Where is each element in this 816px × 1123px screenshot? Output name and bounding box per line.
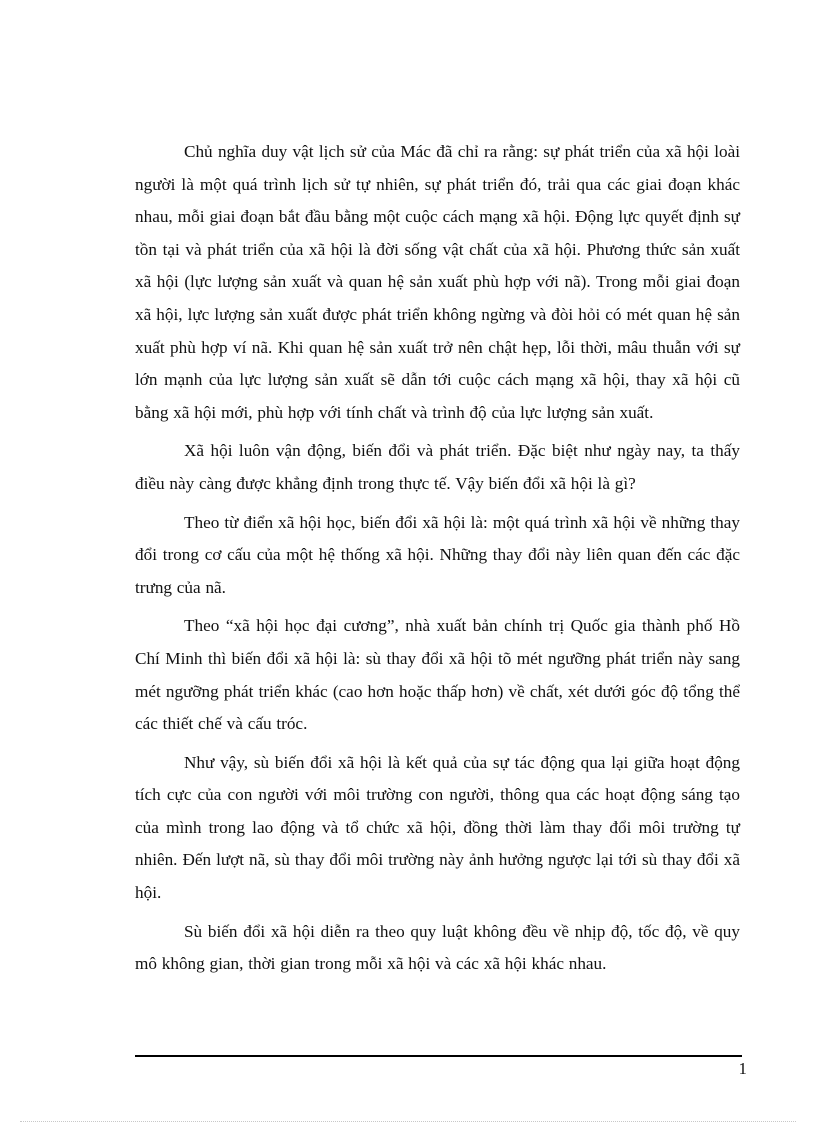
paragraph-6: Sù biến đổi xã hội diễn ra theo quy luật không đều về nhịp độ, tốc độ, về quy mô không gian, thời gian trong mỗi xã hội và các xã hội khác nhau. (135, 921, 740, 974)
page-boundary (20, 1121, 796, 1122)
body-text (135, 136, 740, 987)
paragraph-2: Xã hội luôn vận động, biến đổi và phát triển. Đặc biệt như ngày nay, ta thấy điều này càng được khẳng định trong thực tế. Vậy biến đổi xã hội là gì? (135, 441, 740, 493)
paragraph-4: Theo “xã hội học đại cương”, nhà xuất bản chính trị Quốc gia thành phố Hồ Chí Minh thì biến đổi xã hội là: sù thay đổi xã hội tõ mét ngưỡng phát triển này sang mét ngưỡng phát triển khác (cao hơn hoặc thấp hơn) về chất, xét dưới góc độ tổng thể các thiết chế và cấu tróc. (135, 616, 740, 734)
page-number: 1 (738, 1059, 747, 1078)
footer-rule (135, 1055, 742, 1057)
paragraph-1: Chủ nghĩa duy vật lịch sử của Mác đã chỉ ra rằng: sự phát triển của xã hội loài người là một quá trình lịch sử tự nhiên, sự phát triển đó, trải qua các giai đoạn khác nhau, mỗi giai đoạn bắt đầu bằng một cuộc cách mạng xã hội. Động lực quyết định sự tồn tại và phát triển của xã hội là đời sống vật chất của xã hội. Phương thức sản xuất xã hội (lực lượng sản xuất và quan hệ sản xuất phù hợp với nã). Trong mỗi giai đoạn xã hội, lực lượng sản xuất được phát triển không ngừng và đòi hỏi có mét quan hệ sản xuất phù hợp ví nã. Khi quan hệ sản xuất trở nên chật hẹp, lỗi thời, mâu thuẫn với sự lớn mạnh của lực lượng sản xuất sẽ dẫn tới cuộc cách mạng xã hội, thay xã hội cũ bằng xã hội mới, phù hợp với tính chất và trình độ của lực lượng sản xuất. (135, 142, 740, 422)
paragraph-5: Như vậy, sù biến đổi xã hội là kết quả của sự tác động qua lại giữa hoạt động tích cực của con người với môi trường con người, thông qua các hoạt động sáng tạo của mình trong lao động và tổ chức xã hội, đồng thời làm thay đổi môi trường tự nhiên. Đến lượt nã, sù thay đổi môi trường này ảnh hưởng ngược lại tới sù thay đổi xã hội. (135, 752, 740, 903)
paragraph-3: Theo từ điển xã hội học, biến đổi xã hội là: một quá trình xã hội về những thay đổi trong cơ cấu của một hệ thống xã hội. Những thay đổi này liên quan đến các đặc trưng của nã. (135, 512, 740, 597)
